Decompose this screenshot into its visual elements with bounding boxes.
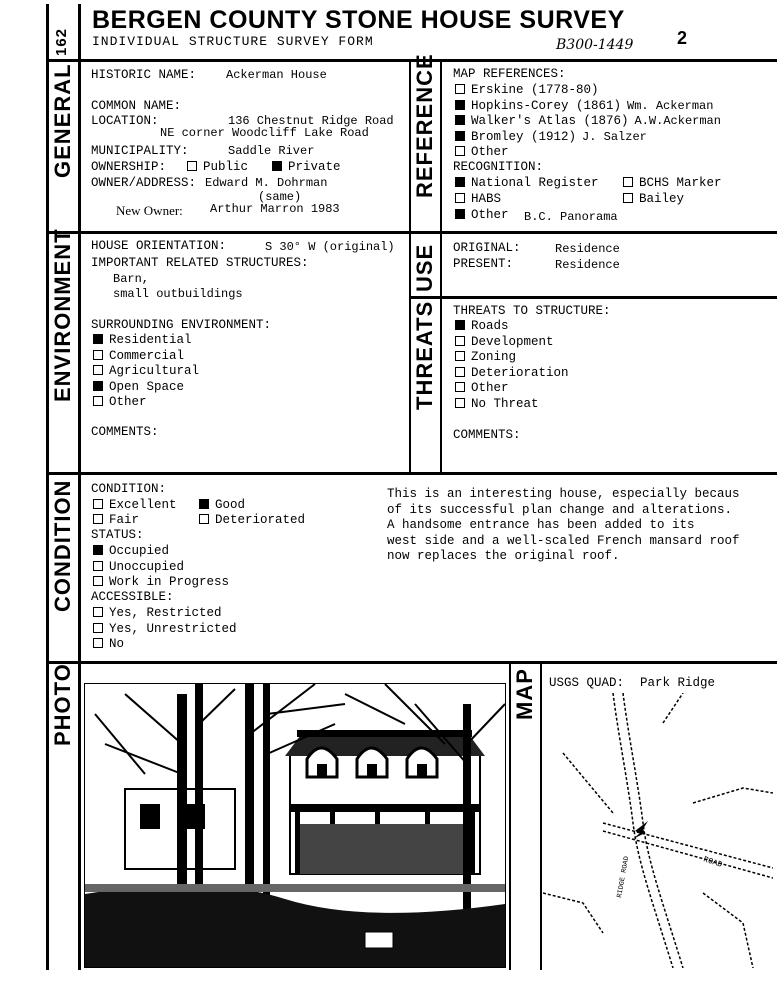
accessible-label: ACCESSIBLE: bbox=[91, 590, 174, 604]
section-threats: THREATS bbox=[412, 300, 437, 410]
house-photo-illustration bbox=[85, 684, 505, 967]
status-label: STATUS: bbox=[91, 528, 144, 542]
condition-bottom-rule bbox=[46, 661, 777, 664]
map-reference-note: A.W.Ackerman bbox=[634, 114, 721, 128]
use-present-label: PRESENT: bbox=[453, 257, 514, 271]
accessible-yes-restricted[interactable]: Yes, Restricted bbox=[93, 606, 222, 621]
use-bottom-rule bbox=[409, 296, 777, 299]
checkbox-icon[interactable] bbox=[187, 161, 197, 171]
checkbox-icon[interactable] bbox=[93, 576, 103, 586]
checkbox-icon[interactable] bbox=[93, 396, 103, 406]
section-general: GENERAL bbox=[50, 63, 75, 178]
section-use: USE bbox=[412, 243, 437, 292]
house-photo bbox=[84, 683, 506, 968]
checkbox-checked-icon[interactable] bbox=[455, 131, 465, 141]
map-ridge-road-label: RIDGE ROAD bbox=[616, 855, 632, 899]
checkbox-checked-icon[interactable] bbox=[455, 320, 465, 330]
map-references-label: MAP REFERENCES: bbox=[453, 67, 566, 81]
environment-bottom-rule bbox=[46, 472, 777, 475]
location-map-illustration bbox=[543, 693, 773, 968]
condition-description: This is an interesting house, especially becaus of its successful plan change and alterations. A handsome entrance has been added to its west side and a well-scaled French mansard roof now replaces the original roof. bbox=[387, 487, 740, 564]
label-column-border bbox=[78, 4, 81, 970]
sheet-number: 2 bbox=[677, 28, 688, 48]
related-structures-label: IMPORTANT RELATED STRUCTURES: bbox=[91, 256, 309, 270]
map-reference-note: J. Salzer bbox=[582, 129, 647, 144]
checkbox-icon[interactable] bbox=[93, 365, 103, 375]
checkbox-icon[interactable] bbox=[93, 623, 103, 633]
condition-deteriorated[interactable]: Deteriorated bbox=[199, 513, 305, 528]
threats-list-item[interactable] bbox=[455, 319, 509, 334]
recognition-bchs-marker[interactable]: BCHS Marker bbox=[623, 176, 722, 191]
handwritten-id: B300-1449 bbox=[556, 37, 634, 53]
recognition-label: RECOGNITION: bbox=[453, 160, 544, 174]
related-structures-1: Barn, bbox=[113, 272, 150, 286]
threats-comments-label: COMMENTS: bbox=[453, 428, 521, 442]
environment-comments-label: COMMENTS: bbox=[91, 425, 159, 439]
map-reference-note: Wm. Ackerman bbox=[627, 98, 714, 113]
checkbox-label: Other bbox=[471, 381, 509, 395]
surrounding-list-item[interactable] bbox=[93, 364, 199, 379]
section-map: MAP bbox=[512, 668, 537, 720]
status-work-in-progress[interactable]: Work in Progress bbox=[93, 575, 229, 590]
checkbox-icon[interactable] bbox=[455, 398, 465, 408]
checkbox-icon[interactable] bbox=[93, 638, 103, 648]
checkbox-checked-icon[interactable] bbox=[199, 499, 209, 509]
checkbox-label: Walker's Atlas (1876) bbox=[471, 114, 629, 128]
checkbox-label: Deterioration bbox=[471, 365, 569, 380]
usgs-quad-label: USGS QUAD: bbox=[549, 676, 625, 690]
recognition-bailey[interactable]: Bailey bbox=[623, 192, 684, 207]
surrounding-list-item[interactable] bbox=[93, 349, 184, 364]
surrounding-list-item[interactable] bbox=[93, 380, 184, 395]
location-line-2: NE corner Woodcliff Lake Road bbox=[160, 126, 369, 140]
section-reference: REFERENCE bbox=[412, 53, 437, 198]
checkbox-checked-icon[interactable] bbox=[93, 334, 103, 344]
checkbox-label: Zoning bbox=[471, 350, 517, 364]
checkbox-label: Erskine (1778-80) bbox=[471, 83, 599, 97]
checkbox-label: Other bbox=[471, 145, 509, 159]
checkbox-checked-icon[interactable] bbox=[455, 115, 465, 125]
condition-label: CONDITION: bbox=[91, 482, 167, 496]
page-number: 162 bbox=[53, 27, 70, 56]
form-title: BERGEN COUNTY STONE HOUSE SURVEY bbox=[92, 6, 625, 34]
location-map bbox=[543, 693, 773, 968]
checkbox-icon[interactable] bbox=[199, 514, 209, 524]
usgs-quad-value: Park Ridge bbox=[640, 676, 716, 690]
section-environment: ENVIRONMENT bbox=[50, 228, 75, 402]
threats-list-item[interactable] bbox=[455, 366, 569, 381]
map-refs-item[interactable] bbox=[455, 130, 647, 145]
historic-name-label: HISTORIC NAME: bbox=[91, 68, 197, 82]
form-subtitle: INDIVIDUAL STRUCTURE SURVEY FORM bbox=[92, 34, 374, 49]
house-orientation-value: S 30° W (original) bbox=[265, 240, 395, 254]
use-original-label: ORIGINAL: bbox=[453, 241, 521, 255]
use-original-value: Residence bbox=[555, 242, 620, 256]
reference-divider-left bbox=[409, 62, 411, 472]
map-refs-item[interactable] bbox=[455, 145, 509, 160]
common-name-label: COMMON NAME: bbox=[91, 99, 182, 113]
map-road-label: ROAD bbox=[702, 855, 724, 870]
threats-list-item[interactable] bbox=[455, 350, 516, 365]
checkbox-icon[interactable] bbox=[93, 350, 103, 360]
location-label: LOCATION: bbox=[91, 114, 159, 128]
checkbox-icon[interactable] bbox=[93, 514, 103, 524]
surrounding-environment-label: SURROUNDING ENVIRONMENT: bbox=[91, 318, 272, 332]
left-border bbox=[46, 4, 49, 970]
checkbox-label: Agricultural bbox=[109, 364, 200, 378]
checkbox-label: Open Space bbox=[109, 379, 185, 394]
checkbox-checked-icon[interactable] bbox=[272, 161, 282, 171]
checkbox-icon[interactable] bbox=[93, 607, 103, 617]
checkbox-icon[interactable] bbox=[455, 351, 465, 361]
owner-address-label: OWNER/ADDRESS: bbox=[91, 176, 197, 190]
checkbox-label: Commercial bbox=[109, 348, 185, 363]
map-refs-item[interactable] bbox=[455, 99, 713, 114]
condition-good[interactable]: Good bbox=[199, 498, 245, 513]
checkbox-icon[interactable] bbox=[455, 84, 465, 94]
checkbox-icon[interactable] bbox=[93, 499, 103, 509]
recognition-other-note: B.C. Panorama bbox=[524, 210, 618, 224]
historic-name-value: Ackerman House bbox=[226, 68, 327, 82]
threats-label: THREATS TO STRUCTURE: bbox=[453, 304, 611, 318]
owner-address-value: (same) bbox=[258, 190, 302, 204]
map-refs-item[interactable] bbox=[455, 83, 599, 98]
ownership-private[interactable]: Private bbox=[272, 160, 341, 175]
recognition-national-register[interactable]: National Register bbox=[455, 176, 599, 191]
checkbox-checked-icon[interactable] bbox=[455, 209, 465, 219]
related-structures-2: small outbuildings bbox=[113, 287, 243, 301]
ownership-public[interactable]: Public bbox=[187, 160, 248, 175]
recognition-habs[interactable]: HABS bbox=[455, 192, 501, 207]
map-divider-right bbox=[540, 664, 542, 970]
surrounding-list-item[interactable] bbox=[93, 333, 192, 348]
section-photo: PHOTO bbox=[50, 663, 75, 746]
new-owner-value: Arthur Marron 1983 bbox=[210, 202, 340, 216]
accessible-yes-unrestricted[interactable]: Yes, Unrestricted bbox=[93, 622, 237, 637]
municipality-value: Saddle River bbox=[228, 144, 315, 158]
checkbox-icon[interactable] bbox=[455, 146, 465, 156]
surrounding-list-item[interactable] bbox=[93, 395, 147, 410]
checkbox-label: Bromley (1912) bbox=[471, 129, 577, 144]
map-refs-item[interactable] bbox=[455, 114, 721, 129]
map-divider-left bbox=[509, 664, 511, 970]
checkbox-label: Residential bbox=[109, 333, 192, 347]
threats-list-item[interactable] bbox=[455, 335, 554, 350]
checkbox-label: No Threat bbox=[471, 396, 539, 411]
recognition-other[interactable]: Other bbox=[455, 208, 509, 223]
reference-divider-right bbox=[440, 62, 442, 472]
checkbox-label: Other bbox=[109, 395, 147, 409]
general-bottom-rule bbox=[46, 231, 777, 234]
new-owner-label: New Owner: bbox=[116, 203, 183, 218]
checkbox-icon[interactable] bbox=[93, 561, 103, 571]
checkbox-checked-icon[interactable] bbox=[93, 381, 103, 391]
threats-list-item[interactable] bbox=[455, 397, 539, 412]
checkbox-icon[interactable] bbox=[623, 177, 633, 187]
status-unoccupied[interactable]: Unoccupied bbox=[93, 560, 184, 575]
house-orientation-label: HOUSE ORIENTATION: bbox=[91, 239, 227, 253]
section-condition: CONDITION bbox=[50, 479, 75, 612]
threats-list-item[interactable] bbox=[455, 381, 509, 396]
checkbox-icon[interactable] bbox=[455, 382, 465, 392]
ownership-label: OWNERSHIP: bbox=[91, 160, 167, 174]
owner-value: Edward M. Dohrman bbox=[205, 176, 328, 190]
checkbox-icon[interactable] bbox=[623, 193, 633, 203]
checkbox-checked-icon[interactable] bbox=[455, 100, 465, 110]
status-occupied[interactable]: Occupied bbox=[93, 544, 169, 559]
condition-fair[interactable]: Fair bbox=[93, 513, 139, 528]
checkbox-icon[interactable] bbox=[455, 193, 465, 203]
checkbox-checked-icon[interactable] bbox=[455, 177, 465, 187]
checkbox-label: Hopkins-Corey (1861) bbox=[471, 98, 622, 113]
condition-excellent[interactable]: Excellent bbox=[93, 498, 177, 513]
checkbox-icon[interactable] bbox=[455, 367, 465, 377]
use-present-value: Residence bbox=[555, 258, 620, 272]
accessible-no[interactable]: No bbox=[93, 637, 124, 652]
municipality-label: MUNICIPALITY: bbox=[91, 144, 189, 158]
checkbox-label: Development bbox=[471, 334, 554, 349]
checkbox-icon[interactable] bbox=[455, 336, 465, 346]
checkbox-checked-icon[interactable] bbox=[93, 545, 103, 555]
checkbox-label: Roads bbox=[471, 319, 509, 333]
location-line-1: 136 Chestnut Ridge Road bbox=[228, 114, 394, 128]
